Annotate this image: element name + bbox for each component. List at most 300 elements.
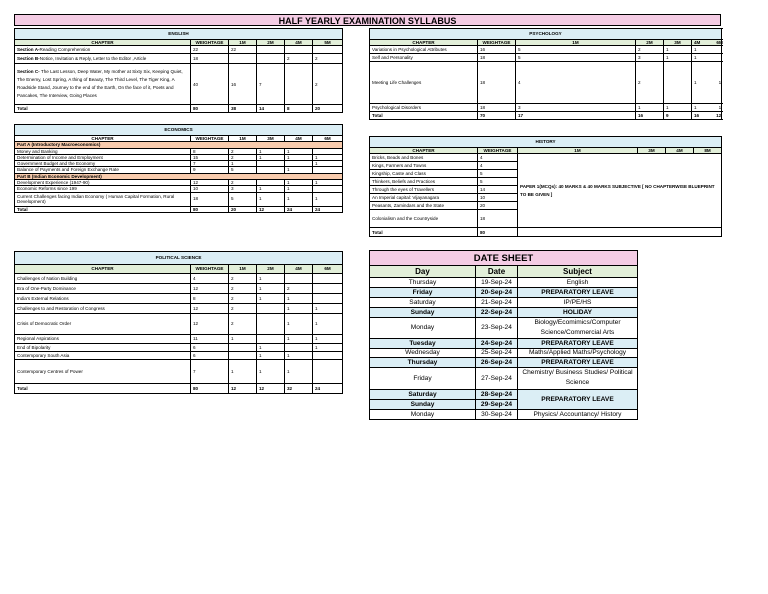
cell: 2 (229, 179, 257, 185)
subject-cell: Biology/Ecomimics/Computer Science/Commercial Arts (518, 318, 638, 339)
col-header: 6M (313, 265, 343, 274)
chapter-name: Thinkers, Beliefs and Practices (370, 178, 478, 186)
table-row (15, 352, 343, 360)
table-row (15, 314, 343, 335)
cell: 1 (257, 274, 285, 284)
section-label: Section C- (17, 69, 40, 75)
table-row (15, 294, 343, 304)
col-header: 2M (257, 265, 285, 274)
cell: 7 (257, 64, 285, 105)
history-heading: HISTORY (370, 137, 722, 148)
cell: 4 (478, 154, 518, 162)
cell (313, 294, 343, 304)
chapter-name: Economic Reforms since 199 (15, 186, 191, 192)
cell: 80 (191, 105, 229, 113)
cell: 1 (257, 352, 285, 360)
subject-cell: PREPARATORY LEAVE (518, 338, 638, 348)
chapter-name: Colonialism and the Countryside (370, 210, 478, 228)
cell: 7 (191, 161, 229, 167)
cell-text: 16 (694, 113, 700, 119)
date-cell: 27-Sep-24 (476, 367, 518, 389)
date-cell: 25-Sep-24 (476, 348, 518, 357)
col-header: 8M (694, 148, 722, 154)
cell: 22 (191, 46, 229, 54)
cell-text: 1 (694, 55, 697, 61)
cell: 1 (664, 104, 692, 112)
cell-text: 1 (694, 80, 697, 86)
col-header: WEIGHTAGE (478, 40, 516, 46)
cell: 2 (229, 274, 257, 284)
cell: 12 (257, 206, 285, 212)
chapter-name: Money and Banking (15, 148, 191, 154)
cell: 1 (257, 344, 285, 352)
part-a-heading: Part A (Introductory Macroeconomics) (15, 142, 343, 148)
col-header: CHAPTER (15, 40, 191, 46)
col-header: 2M (257, 40, 285, 46)
subject-cell: Maths/Applied Maths/Psychology (518, 348, 638, 357)
history-table (369, 136, 722, 237)
col-header: Date (476, 266, 518, 278)
cell: 70 (478, 112, 516, 120)
col-header: WEIGHTAGE (478, 148, 518, 154)
cell: 3 (516, 104, 636, 112)
table-row (15, 335, 343, 344)
cell: 8 (191, 148, 229, 154)
cell: 2 (313, 54, 343, 64)
total-label: Total (15, 105, 191, 113)
cell (285, 46, 313, 54)
cell: 1 (285, 192, 313, 206)
cell: 8 (285, 105, 313, 113)
cell: 4 (478, 162, 518, 170)
day-cell: Thursday (370, 278, 476, 288)
chapter-name: Current Challenges facing Indian Economy ( Human Capital Formation, Rural Development) (15, 192, 191, 206)
cell (313, 46, 343, 54)
cell: 16 (478, 46, 516, 54)
col-header: 5M (313, 40, 343, 46)
cell (257, 54, 285, 64)
chapter-name: Challenges of Nation Building (15, 274, 191, 284)
cell (229, 344, 257, 352)
table-row (370, 54, 722, 62)
total-row (15, 384, 343, 394)
cell: 1 (285, 294, 313, 304)
chapter-name: Government Budget and the Economy (15, 161, 191, 167)
chapter-name: The Last Lesson, Deep Water, My mother at Sixty Six, Keeping Quiet, The Enemy, Lost Spring, A thing of Beauty, The Third Level, The Tiger King, A Roadside Stand, Journey to the end of the Earth, On the face of it, Poets and Pancakes, The Interview, Going Places (17, 69, 183, 99)
table-row (15, 54, 343, 64)
cell: 1 (313, 154, 343, 160)
chapter-name: Meeting Life Challenges (370, 62, 478, 104)
cell: 80 (191, 206, 229, 212)
cell: 17 (516, 112, 636, 120)
chapter-name: Era of One-Party Dominance (15, 284, 191, 294)
cell: 1 (285, 154, 313, 160)
cell: 1 (313, 179, 343, 185)
col-header: 4M (285, 265, 313, 274)
cell: 1 (285, 179, 313, 185)
chapter-name: Peasants, Zamindars and the State (370, 202, 478, 210)
cell: 24 (313, 384, 343, 394)
cell: 20 (313, 105, 343, 113)
cell: 18 (478, 210, 518, 228)
table-row (370, 278, 638, 288)
day-cell: Sunday (370, 308, 476, 318)
cell: 22 (229, 46, 257, 54)
col-header: 1M (229, 265, 257, 274)
cell: 2 (636, 46, 664, 54)
cell: 38 (229, 105, 257, 113)
cell: 1 (229, 360, 257, 384)
table-row (370, 154, 722, 162)
cell: 18 (478, 104, 516, 112)
table-row (370, 338, 638, 348)
subject-cell: PREPARATORY LEAVE (518, 288, 638, 298)
table-row (370, 318, 638, 339)
date-cell: 20-Sep-24 (476, 288, 518, 298)
cell: 1 (285, 148, 313, 154)
cell: 1 (636, 104, 664, 112)
col-header: 4M (285, 40, 313, 46)
table-row (15, 46, 343, 54)
cell: 1 (664, 46, 692, 54)
chapter-name: Contemporary Centres of Power (15, 360, 191, 384)
cell: 5 (516, 54, 636, 62)
date-cell: 29-Sep-24 (476, 399, 518, 409)
cell: 5 (516, 46, 636, 54)
cell: 18 (191, 54, 229, 64)
day-cell: Monday (370, 409, 476, 419)
day-cell: Saturday (370, 298, 476, 308)
cell (257, 46, 285, 54)
table-row (370, 348, 638, 357)
cell (313, 274, 343, 284)
cell (518, 228, 722, 237)
col-header: 1M (229, 40, 257, 46)
cell: 1 (257, 186, 285, 192)
cell: 1 (285, 352, 313, 360)
table-row (370, 357, 638, 367)
chapter-name: An Imperial capital: Vijayanagara (370, 194, 478, 202)
date-sheet-heading: DATE SHEET (370, 251, 638, 266)
economics-heading: ECONOMICS (15, 125, 343, 136)
col-header: CHAPTER (15, 136, 191, 142)
day-cell: Friday (370, 288, 476, 298)
political-science-heading: POLITICAL SCIENCE (15, 252, 343, 265)
cell (692, 104, 722, 112)
cell: 5 (229, 192, 257, 206)
cell: 1 (257, 294, 285, 304)
cell: 16 (636, 112, 664, 120)
cell: 18 (191, 192, 229, 206)
col-header: 6M (313, 136, 343, 142)
date-cell: 24-Sep-24 (476, 338, 518, 348)
date-cell: 23-Sep-24 (476, 318, 518, 339)
cell: 8 (191, 294, 229, 304)
table-row (370, 62, 722, 104)
cell: 14 (478, 186, 518, 194)
cell: 2 (285, 54, 313, 64)
cell: 32 (285, 384, 313, 394)
chapter-name: End of Bipolarity (15, 344, 191, 352)
cell: 6 (191, 344, 229, 352)
cell (313, 352, 343, 360)
cell (664, 62, 692, 104)
col-header: 3M (638, 148, 666, 154)
table-row (15, 360, 343, 384)
cell: 2 (229, 304, 257, 314)
part-b-heading: Part B (Indian Economic Development) (15, 173, 343, 179)
date-cell: 28-Sep-24 (476, 389, 518, 399)
col-header-text: 6M (716, 40, 723, 45)
col-header: WEIGHTAGE (191, 265, 229, 274)
cell (257, 314, 285, 335)
total-label: Total (15, 384, 191, 394)
cell: 80 (191, 384, 229, 394)
date-cell: 21-Sep-24 (476, 298, 518, 308)
cell: 16 (229, 64, 257, 105)
cell: 1 (664, 54, 692, 62)
chapter-name: Through the eyes of Travellers (370, 186, 478, 194)
day-cell: Saturday (370, 389, 476, 399)
col-header: CHAPTER (370, 40, 478, 46)
cell: 80 (478, 228, 518, 237)
cell: 3 (636, 54, 664, 62)
cell-text: 1 (694, 47, 697, 53)
cell: 1 (257, 154, 285, 160)
chapter-name: Determination of Income and Employment (15, 154, 191, 160)
cell: 2 (285, 284, 313, 294)
cell: 5 (478, 178, 518, 186)
cell: 1 (285, 360, 313, 384)
cell: 12 (191, 314, 229, 335)
total-label: Total (370, 112, 478, 120)
cell (692, 46, 722, 54)
total-label: Total (370, 228, 478, 237)
subject-cell: PREPARATORY LEAVE (518, 357, 638, 367)
chapter-name: Self and Personality (370, 54, 478, 62)
col-header: 3M (257, 136, 285, 142)
total-row (370, 228, 722, 237)
cell: 1 (257, 192, 285, 206)
subject-cell: PREPARATORY LEAVE (518, 389, 638, 409)
chapter-name: Reading Comprehension (39, 47, 91, 53)
table-row (370, 389, 638, 399)
cell: 12 (191, 284, 229, 294)
day-cell: Wednesday (370, 348, 476, 357)
section-label: Section B- (17, 56, 40, 62)
subject-cell: HOLIDAY (518, 308, 638, 318)
col-header: 1M (518, 148, 638, 154)
chapter-name: Regional Aspirations (15, 335, 191, 344)
cell: 1 (285, 314, 313, 335)
col-header: 1M (229, 136, 257, 142)
col-header: WEIGHTAGE (191, 136, 229, 142)
cell: 1 (229, 161, 257, 167)
chapter-name: India's External Relations (15, 294, 191, 304)
table-row (15, 192, 343, 206)
cell: 9 (191, 167, 229, 173)
cell: 20 (478, 202, 518, 210)
cell: 1 (257, 360, 285, 384)
day-cell: Sunday (370, 399, 476, 409)
col-header: 3M (664, 40, 692, 46)
table-row (370, 288, 638, 298)
day-cell: Tuesday (370, 338, 476, 348)
chapter-name: Notice, Invitation & Reply, Letter to the Editor ,Article (39, 56, 147, 62)
col-header-text: 4M (694, 40, 701, 45)
section-label: Section A- (17, 47, 40, 53)
col-header: 4M (285, 136, 313, 142)
date-sheet-table (369, 250, 638, 420)
table-row (15, 274, 343, 284)
subject-cell: Chemistry/ Business Studies/ Political Science (518, 367, 638, 389)
col-header: 2M (636, 40, 664, 46)
chapter-name: Challenges to and Restoration of Congress (15, 304, 191, 314)
cell: 18 (478, 54, 516, 62)
cell: 40 (191, 64, 229, 105)
cell (257, 335, 285, 344)
cell (692, 112, 722, 120)
cell: 7 (191, 360, 229, 384)
cell: 1 (313, 335, 343, 344)
table-row (15, 64, 343, 105)
cell: 5 (229, 167, 257, 173)
cell: 1 (285, 335, 313, 344)
cell (285, 274, 313, 284)
table-row (370, 367, 638, 389)
cell: 1 (257, 148, 285, 154)
chapter-name: Development Experience (1947-90) (15, 179, 191, 185)
day-cell: Monday (370, 318, 476, 339)
cell (229, 352, 257, 360)
table-row (15, 284, 343, 294)
cell (285, 64, 313, 105)
cell: 4 (516, 62, 636, 104)
cell-text: 1 (718, 105, 722, 111)
col-header: Subject (518, 266, 638, 278)
cell-text: 1 (718, 80, 722, 86)
col-header: 1M (516, 40, 636, 46)
date-cell: 19-Sep-24 (476, 278, 518, 288)
col-header: Day (370, 266, 476, 278)
cell (692, 54, 722, 62)
cell (692, 62, 722, 104)
table-row (370, 46, 722, 54)
chapter-name: Kings, Farmers and Towns (370, 162, 478, 170)
cell: 5 (478, 170, 518, 178)
col-header (692, 40, 722, 46)
col-header: CHAPTER (370, 148, 478, 154)
page-title: HALF YEARLY EXAMINATION SYLLABUS (14, 14, 721, 26)
day-cell: Friday (370, 367, 476, 389)
chapter-name: Kingship, Caste and Class (370, 170, 478, 178)
cell: 10 (478, 194, 518, 202)
english-heading: ENGLISH (15, 29, 343, 40)
chapter-name: Contemporary South Asia (15, 352, 191, 360)
table-row (370, 409, 638, 419)
table-row (15, 304, 343, 314)
cell: 15 (191, 154, 229, 160)
chapter-name: Bricks, Beads and Bones (370, 154, 478, 162)
total-row (370, 112, 722, 120)
chapter-name: Variations in Psychological Attributes (370, 46, 478, 54)
cell: 6 (191, 352, 229, 360)
cell: 4 (191, 274, 229, 284)
cell-text: 12 (716, 113, 722, 119)
subject-cell: IP/PE/HS (518, 298, 638, 308)
cell: 2 (229, 148, 257, 154)
cell (313, 284, 343, 294)
english-table (14, 28, 343, 113)
col-header: 4M (666, 148, 694, 154)
cell: 12 (257, 384, 285, 394)
economics-table (14, 124, 343, 213)
date-cell: 26-Sep-24 (476, 357, 518, 367)
cell: 1 (313, 161, 343, 167)
cell: 9 (664, 112, 692, 120)
cell: 24 (285, 206, 313, 212)
total-label: Total (15, 206, 191, 212)
cell: 11 (191, 335, 229, 344)
chapter-name: Psychological Disorders (370, 104, 478, 112)
cell: 1 (313, 304, 343, 314)
psychology-table (369, 28, 722, 120)
cell: 1 (313, 314, 343, 335)
cell: 2 (229, 284, 257, 294)
date-cell: 30-Sep-24 (476, 409, 518, 419)
cell: 3 (229, 186, 257, 192)
chapter-name: Balance of Payments and Foreign Exchange Rate (15, 167, 191, 173)
date-cell: 22-Sep-24 (476, 308, 518, 318)
cell: 1 (285, 186, 313, 192)
history-note: PAPER 1(MCQs): 40 MARKS & 40 MARKS SUBJECTIVE [ NO CHAPTERWISE BLUEPRINT TO BE GIVEN ] (518, 154, 722, 228)
cell: 1 (313, 344, 343, 352)
cell: 1 (229, 335, 257, 344)
cell: 2 (313, 64, 343, 105)
cell: 1 (285, 167, 313, 173)
cell: 14 (257, 105, 285, 113)
total-row (15, 206, 343, 212)
cell-text: 1 (694, 105, 697, 111)
col-header: WEIGHTAGE (191, 40, 229, 46)
cell: 2 (229, 314, 257, 335)
table-row (15, 344, 343, 352)
cell (313, 360, 343, 384)
cell: 10 (191, 186, 229, 192)
table-row (370, 104, 722, 112)
cell: 1 (285, 304, 313, 314)
cell: 20 (229, 206, 257, 212)
cell: 18 (478, 62, 516, 104)
psychology-heading: PSYCHOLOGY (370, 29, 722, 40)
table-row (370, 308, 638, 318)
cell: 24 (313, 206, 343, 212)
cell (285, 344, 313, 352)
cell (257, 304, 285, 314)
day-cell: Thursday (370, 357, 476, 367)
subject-cell: English (518, 278, 638, 288)
cell: 12 (191, 179, 229, 185)
col-header: CHAPTER (15, 265, 191, 274)
cell: 2 (636, 62, 664, 104)
cell (229, 54, 257, 64)
subject-cell: Physics/ Accountancy/ History (518, 409, 638, 419)
cell: 2 (229, 294, 257, 304)
cell: 12 (229, 384, 257, 394)
chapter-name: Crisis of Democratic Order (15, 314, 191, 335)
table-row (370, 298, 638, 308)
cell: 1 (313, 192, 343, 206)
